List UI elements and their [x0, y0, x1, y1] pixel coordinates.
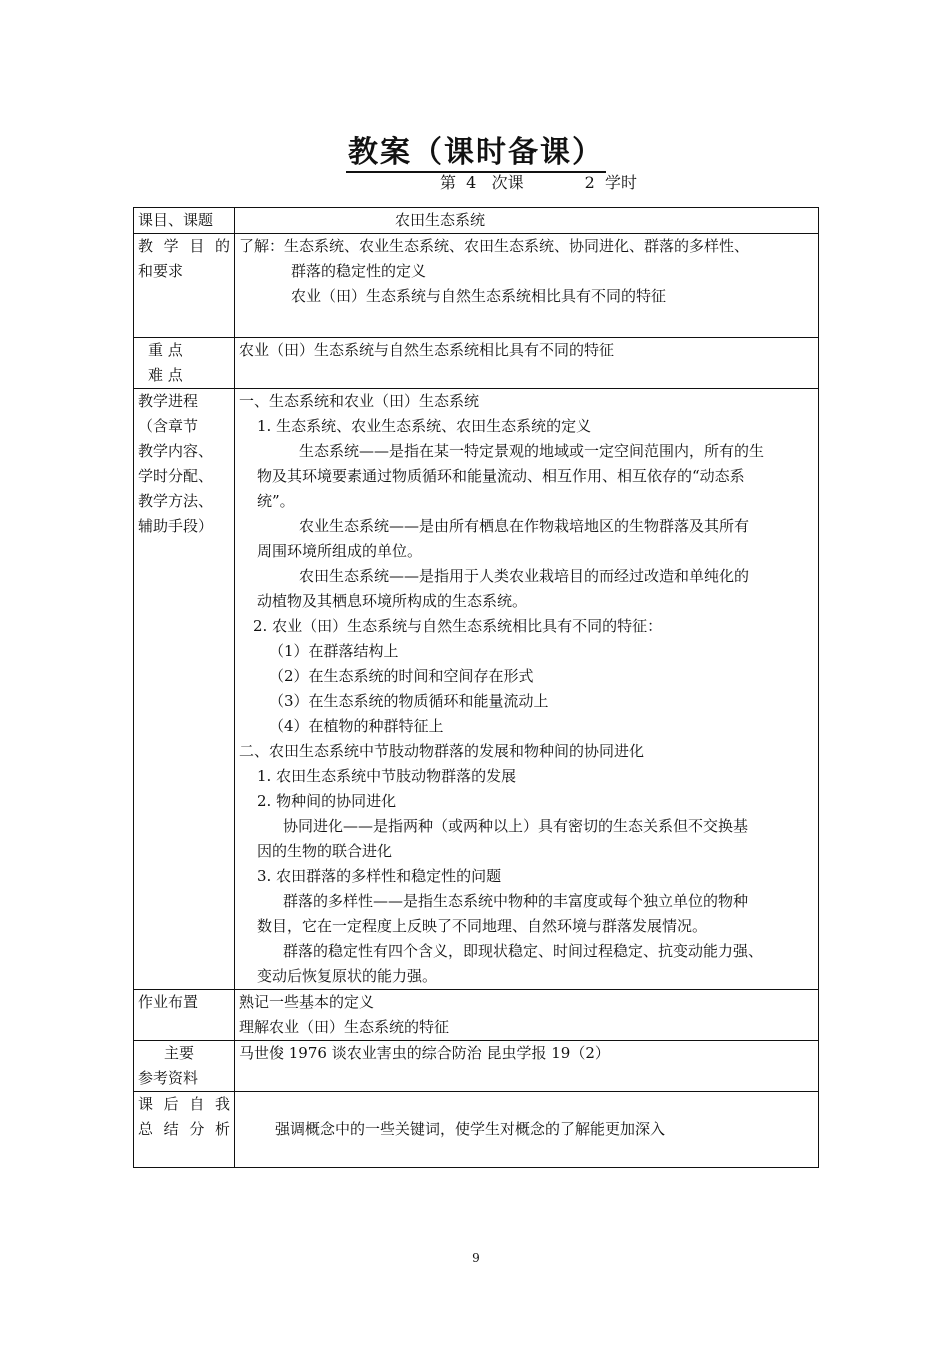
- objectives-value: 了解：生态系统、农业生态系统、农田生态系统、协同进化、群落的多样性、 群落的稳定性的定义 农业（田）生态系统与自然生态系统相比具有不同的特征: [235, 234, 819, 338]
- keypoints-label: 重 点 难 点: [134, 338, 235, 389]
- process-row: [134, 389, 819, 990]
- page-number: 9: [472, 1251, 480, 1265]
- summary-value: 强调概念中的一些关键词，使学生对概念的了解能更加深入: [235, 1092, 819, 1168]
- summary-row: [134, 1092, 819, 1168]
- references-row: [134, 1041, 819, 1092]
- objectives-label: 教 学 目 的 和要求: [134, 234, 235, 338]
- topic-label: 课目、课题: [134, 208, 235, 234]
- references-value: 马世俊 1976 谈农业害虫的综合防治 昆虫学报 19（2）: [235, 1041, 819, 1092]
- references-label: 主要 参考资料: [134, 1041, 235, 1092]
- process-label: 教学进程 （含章节 教学内容、 学时分配、 教学方法、 辅助手段）: [134, 389, 235, 990]
- objectives-row: [134, 234, 819, 338]
- process-content: 一、生态系统和农业（田）生态系统 1. 生态系统、农业生态系统、农田生态系统的定义 生态系统——是指在某一特定景观的地域或一定空间范围内，所有的生 物及其环境要素通过物质循环和能量流动、相互作用、相互依存的“动态系 统”。 农业生态系统——是由所有栖息在作物栽培地区的生物群落及其所有 周围环境所组成的单位。 农田生态系统——是指用于人类农业栽培目的而经过改造和单纯化的 动植物及其栖息环境所构成的生态系统。 2. 农业（田）生态系统与自然生态系统相比具有不同的特征： （1）在群落结构上 （2）在生态系统的时间和空间存在形式 （3）在生态系统的物质循环和能量流动上 （4）在植物的种群特征上 二、农田生态系统中节肢动物群落的发展和物种间的协同进化 1. 农田生态系统中节肢动物群落的发展 2. 物种间的协同进化 协同进化——是指两种（或两种以上）具有密切的生态关系但不交换基 因的生物的联合进化 3. 农田群落的多样性和稳定性的问题 群落的多样性——是指生态系统中物种的丰富度或每个独立单位的物种 数目，它在一定程度上反映了不同地理、自然环境与群落发展情况。 群落的稳定性有四个含义，即现状稳定、时间过程稳定、抗变动能力强、 变动后恢复原状的能力强。: [235, 389, 819, 990]
- summary-label: 课 后 自 我 总结分析: [134, 1092, 235, 1168]
- homework-label: 作业布置: [134, 990, 235, 1041]
- lesson-plan-table: [133, 207, 819, 1168]
- homework-row: [134, 990, 819, 1041]
- document-title: 教案（课时备课）: [0, 127, 952, 171]
- session-info: 第 4 次课 2 学时: [440, 173, 637, 192]
- topic-row: [134, 208, 819, 234]
- keypoints-row: [134, 338, 819, 389]
- topic-value: 农田生态系统: [235, 208, 819, 234]
- keypoints-value: 农业（田）生态系统与自然生态系统相比具有不同的特征: [235, 338, 819, 389]
- homework-value: 熟记一些基本的定义 理解农业（田）生态系统的特征: [235, 990, 819, 1041]
